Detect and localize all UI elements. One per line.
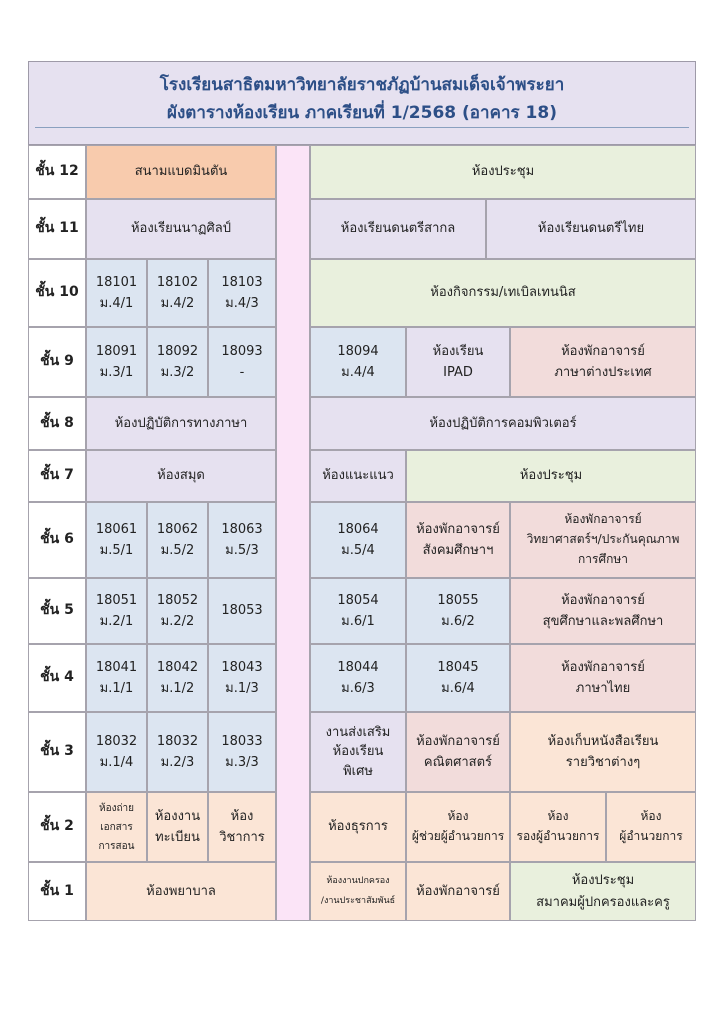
page-title: ผังตารางห้องเรียน ภาคเรียนที่ 1/2568 (อาคาร 18): [167, 103, 557, 123]
foreign-language-staff-room: ห้องพักอาจารย์ ภาษาต่างประเทศ: [510, 327, 696, 397]
deputy-director-office: ห้อง รองผู้อำนวยการ: [510, 792, 606, 862]
floor-11-label: ชั้น 11: [28, 199, 86, 259]
header-divider: [35, 127, 689, 128]
room-18044: 18044 ม.6/3: [310, 644, 406, 712]
room-18055: 18055 ม.6/2: [406, 578, 510, 644]
library: ห้องสมุด: [86, 450, 276, 502]
floor-7-label: ชั้น 7: [28, 450, 86, 502]
activity-table-tennis-room: ห้องกิจกรรม/เทเบิลเทนนิส: [310, 259, 696, 327]
room-18042: 18042 ม.1/2: [147, 644, 208, 712]
room-18101: 18101 ม.4/1: [86, 259, 147, 327]
ipad-room: ห้องเรียน IPAD: [406, 327, 510, 397]
room-18041: 18041 ม.1/1: [86, 644, 147, 712]
nurse-room: ห้องพยาบาล: [86, 862, 276, 921]
room-18051: 18051 ม.2/1: [86, 578, 147, 644]
social-studies-staff-room: ห้องพักอาจารย์ สังคมศึกษาฯ: [406, 502, 510, 578]
floor-6-label: ชั้น 6: [28, 502, 86, 578]
room-18043: 18043 ม.1/3: [208, 644, 276, 712]
badminton-court: สนามแบดมินตัน: [86, 145, 276, 199]
room-18102: 18102 ม.4/2: [147, 259, 208, 327]
thai-dance-room: ห้องเรียนนาฏศิลป์: [86, 199, 276, 259]
floor-5-label: ชั้น 5: [28, 578, 86, 644]
room-18094: 18094 ม.4/4: [310, 327, 406, 397]
guidance-room: ห้องแนะแนว: [310, 450, 406, 502]
computer-lab: ห้องปฏิบัติการคอมพิวเตอร์: [310, 397, 696, 450]
math-staff-room: ห้องพักอาจารย์ คณิตศาสตร์: [406, 712, 510, 792]
parent-teacher-association-meeting-room: ห้องประชุม สมาคมผู้ปกครองและครู: [510, 862, 696, 921]
corridor: [276, 145, 310, 921]
textbook-storage-room: ห้องเก็บหนังสือเรียน รายวิชาต่างๆ: [510, 712, 696, 792]
room-18033: 18033 ม.3/3: [208, 712, 276, 792]
academic-office: ห้อง วิชาการ: [208, 792, 276, 862]
room-18053: 18053: [208, 578, 276, 644]
floor-4-label: ชั้น 4: [28, 644, 86, 712]
floor-12-label: ชั้น 12: [28, 145, 86, 199]
registration-office: ห้องงาน ทะเบียน: [147, 792, 208, 862]
room-18032-m2-3: 18032 ม.2/3: [147, 712, 208, 792]
meeting-room-f12: ห้องประชุม: [310, 145, 696, 199]
floor-8-label: ชั้น 8: [28, 397, 86, 450]
room-18032-m1-4: 18032 ม.1/4: [86, 712, 147, 792]
thai-language-staff-room: ห้องพักอาจารย์ ภาษาไทย: [510, 644, 696, 712]
school-name: โรงเรียนสาธิตมหาวิทยาลัยราชภัฏบ้านสมเด็จเจ้าพระยา: [159, 75, 565, 95]
floor-1-label: ชั้น 1: [28, 862, 86, 921]
health-pe-staff-room: ห้องพักอาจารย์ สุขศึกษาและพลศึกษา: [510, 578, 696, 644]
room-18103: 18103 ม.4/3: [208, 259, 276, 327]
director-office: ห้อง ผู้อำนวยการ: [606, 792, 696, 862]
room-18054: 18054 ม.6/1: [310, 578, 406, 644]
discipline-pr-office: ห้องงานปกครอง /งานประชาสัมพันธ์: [310, 862, 406, 921]
admin-office: ห้องธุรการ: [310, 792, 406, 862]
special-classroom-office: งานส่งเสริม ห้องเรียน พิเศษ: [310, 712, 406, 792]
room-18063: 18063 ม.5/3: [208, 502, 276, 578]
floor-3-label: ชั้น 3: [28, 712, 86, 792]
floor-2-label: ชั้น 2: [28, 792, 86, 862]
header: [28, 61, 696, 145]
document-copy-room: ห้องถ่าย เอกสาร การสอน: [86, 792, 147, 862]
floor-10-label: ชั้น 10: [28, 259, 86, 327]
meeting-room-f7: ห้องประชุม: [406, 450, 696, 502]
western-music-room: ห้องเรียนดนตรีสากล: [310, 199, 486, 259]
room-18064: 18064 ม.5/4: [310, 502, 406, 578]
teachers-lounge: ห้องพักอาจารย์: [406, 862, 510, 921]
thai-music-room: ห้องเรียนดนตรีไทย: [486, 199, 696, 259]
floor-9-label: ชั้น 9: [28, 327, 86, 397]
room-18093: 18093 -: [208, 327, 276, 397]
science-qa-staff-room: ห้องพักอาจารย์ วิทยาศาสตร์ฯ/ประกันคุณภาพ การศึกษา: [510, 502, 696, 578]
room-18061: 18061 ม.5/1: [86, 502, 147, 578]
assistant-director-office: ห้อง ผู้ช่วยผู้อำนวยการ: [406, 792, 510, 862]
language-lab: ห้องปฏิบัติการทางภาษา: [86, 397, 276, 450]
room-18045: 18045 ม.6/4: [406, 644, 510, 712]
room-18091: 18091 ม.3/1: [86, 327, 147, 397]
room-18092: 18092 ม.3/2: [147, 327, 208, 397]
room-18062: 18062 ม.5/2: [147, 502, 208, 578]
room-18052: 18052 ม.2/2: [147, 578, 208, 644]
